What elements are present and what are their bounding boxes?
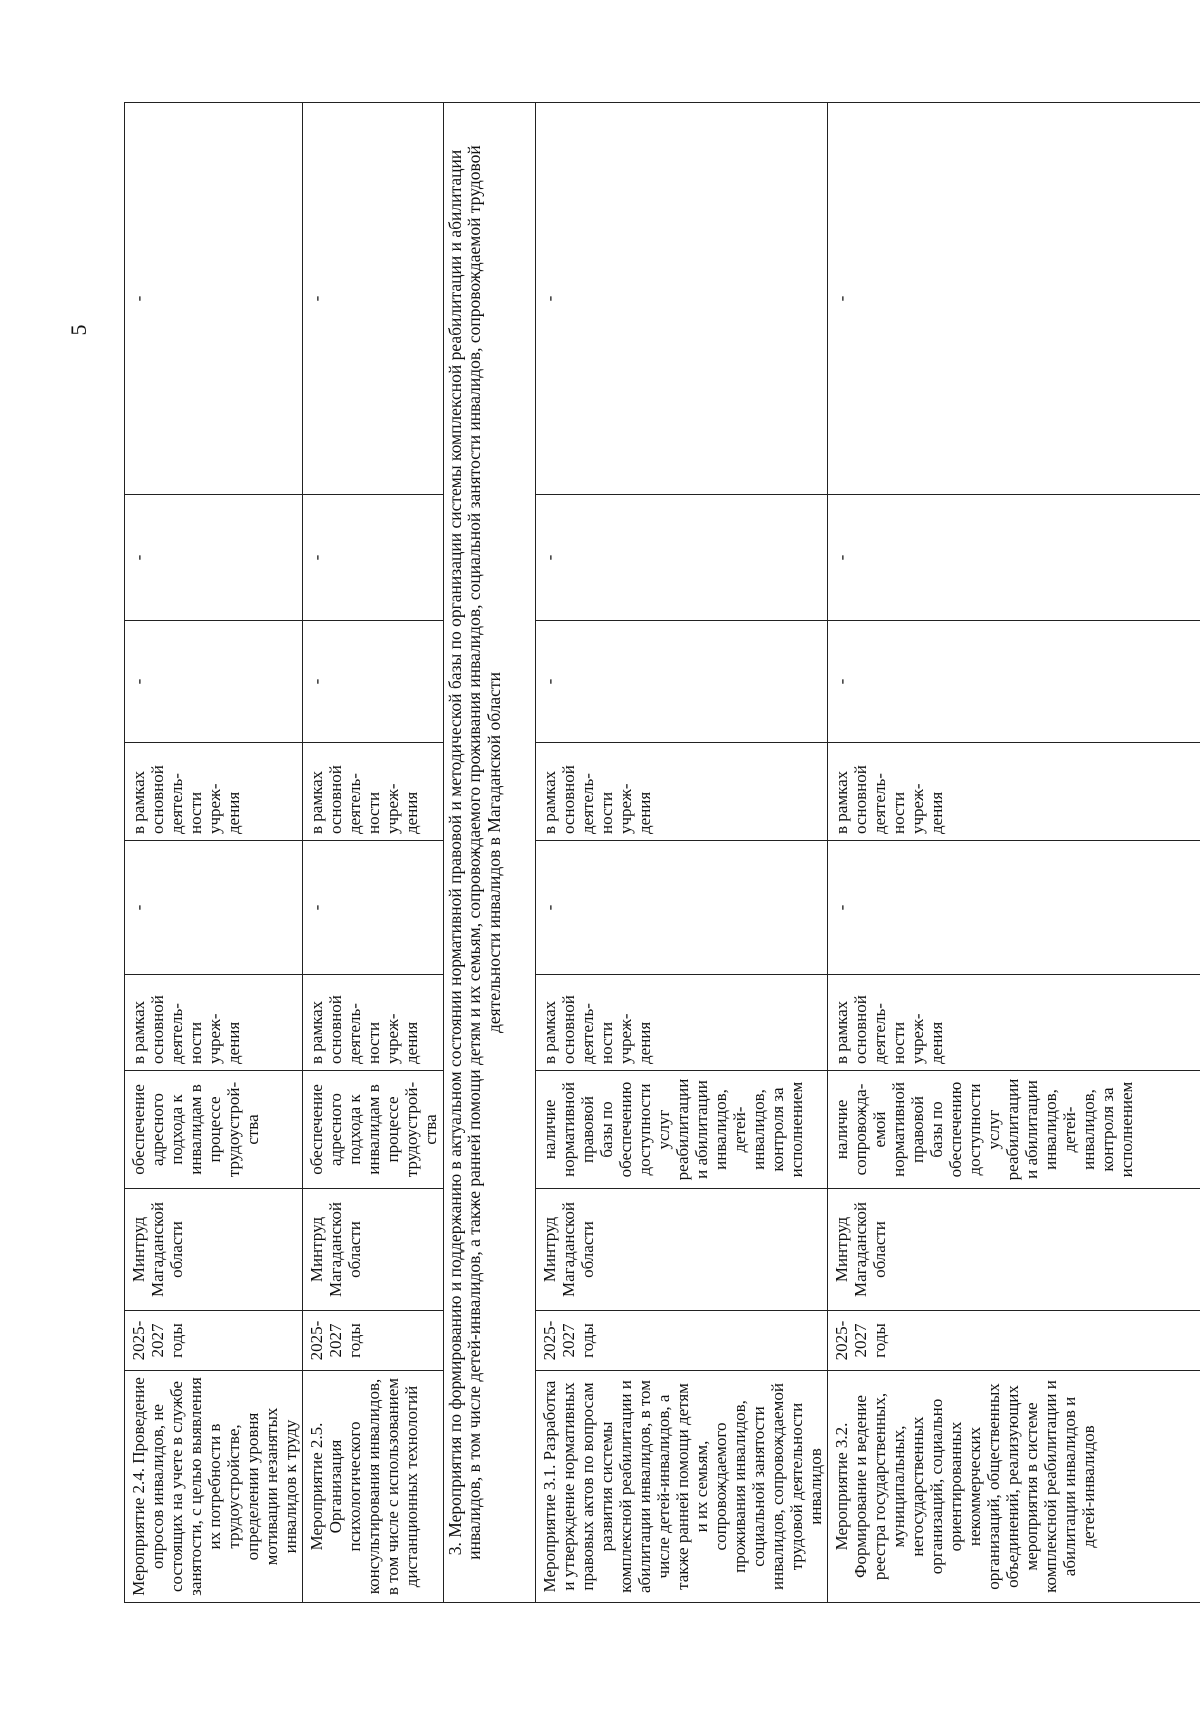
measure-col7: в рамках основной деятель-ности учреж-дения: [827, 743, 1200, 841]
table-row: [303, 103, 443, 1603]
measure-name: Мероприятие 3.1. Разработка и утверждение нормативных правовых актов по вопросам развития системы комплексной реабилитации и абилитации инвалидов, в том числе детей-инвалидов, а также ранней помощи детям и их семьям, сопровождаемого проживания инвалидов, социальной занятости инвалидов, сопровождаемой трудовой деятельности инвалидов: [535, 1371, 827, 1603]
measure-col9: -: [303, 495, 443, 621]
measure-period: 2025-2027 годы: [535, 1311, 827, 1371]
measure-col7: в рамках основной деятель-ности учреж-дения: [303, 743, 443, 841]
measure-result: наличие нормативной правовой базы по обеспечению доступности услуг реабилитации и абилитации инвалидов, детей-инвалидов, контроля за исполнением: [535, 1071, 827, 1189]
measure-col10: -: [303, 103, 443, 495]
measure-col10: -: [827, 103, 1200, 495]
measure-executor: Минтруд Магаданской области: [535, 1189, 827, 1311]
measure-period: 2025-2027 годы: [125, 1311, 303, 1371]
measure-col10: -: [125, 103, 303, 495]
rotated-table-wrapper: [124, 103, 1174, 1603]
measure-col8: -: [827, 621, 1200, 743]
measure-period: 2025-2027 годы: [303, 1311, 443, 1371]
measure-col8: -: [535, 621, 827, 743]
measure-col5: в рамках основной деятель-ности учреж-дения: [827, 975, 1200, 1071]
measure-result: обеспечение адресного подхода к инвалидам в процессе трудоустрой-ства: [125, 1071, 303, 1189]
measure-col6: -: [827, 841, 1200, 975]
measure-col8: -: [125, 621, 303, 743]
measure-executor: Минтруд Магаданской области: [303, 1189, 443, 1311]
measure-col9: -: [125, 495, 303, 621]
page-number: 5: [66, 324, 91, 336]
measure-col8: -: [303, 621, 443, 743]
measure-col9: -: [827, 495, 1200, 621]
measure-col7: в рамках основной деятель-ности учреж-дения: [535, 743, 827, 841]
measure-col6: -: [125, 841, 303, 975]
measure-col5: в рамках основной деятель-ности учреж-дения: [125, 975, 303, 1071]
measure-name: Мероприятие 2.5. Организация психологического консультирования инвалидов, в том числе с использованием дистанционных технологий: [303, 1371, 443, 1603]
measure-result: обеспечение адресного подхода к инвалидам в процессе трудоустрой-ства: [303, 1071, 443, 1189]
measure-executor: Минтруд Магаданской области: [827, 1189, 1200, 1311]
measure-name: Мероприятие 3.2. Формирование и ведение реестра государственных, муниципальных, негосударственных организаций, социально ориентированных некоммерческих организаций, общественных объединений, реализующих мероприятия в системе комплексной реабилитации и абилитации инвалидов и детей-инвалидов: [827, 1371, 1200, 1603]
measure-col10: -: [535, 103, 827, 495]
measure-col9: -: [535, 495, 827, 621]
section-title: 3. Мероприятия по формированию и поддержанию в актуальном состоянии нормативной правовой и методической базы по организации системы комплексной реабилитации и абилитации инвалидов, в том числе детей-инвалидов, а также ранней помощи детям и их семьям, сопровождаемого проживания инвалидов, социальной занятости инвалидов, сопровождаемой трудовой деятельности инвалидов в Магаданской области: [443, 103, 535, 1603]
measure-col5: в рамках основной деятель-ности учреж-дения: [303, 975, 443, 1071]
measures-table: [124, 102, 1200, 1603]
measure-col7: в рамках основной деятель-ности учреж-дения: [125, 743, 303, 841]
measure-period: 2025-2027 годы: [827, 1311, 1200, 1371]
table-row: [827, 103, 1200, 1603]
measure-col5: в рамках основной деятель-ности учреж-дения: [535, 975, 827, 1071]
measure-result: наличие сопровожда-емой нормативной правовой базы по обеспечению доступности услуг реабилитации и абилитации инвалидов, детей-инвалидов, контроля за исполнением: [827, 1071, 1200, 1189]
measure-col6: -: [303, 841, 443, 975]
measure-col6: -: [535, 841, 827, 975]
measure-name: Мероприятие 2.4. Проведение опросов инвалидов, не состоящих на учете в службе занятости, с целью выявления их потребности в трудоустройстве, определении уровня мотивации незанятых инвалидов к труду: [125, 1371, 303, 1603]
table-row: [125, 103, 303, 1603]
measure-executor: Минтруд Магаданской области: [125, 1189, 303, 1311]
table-row: [535, 103, 827, 1603]
section-row: [443, 103, 535, 1603]
